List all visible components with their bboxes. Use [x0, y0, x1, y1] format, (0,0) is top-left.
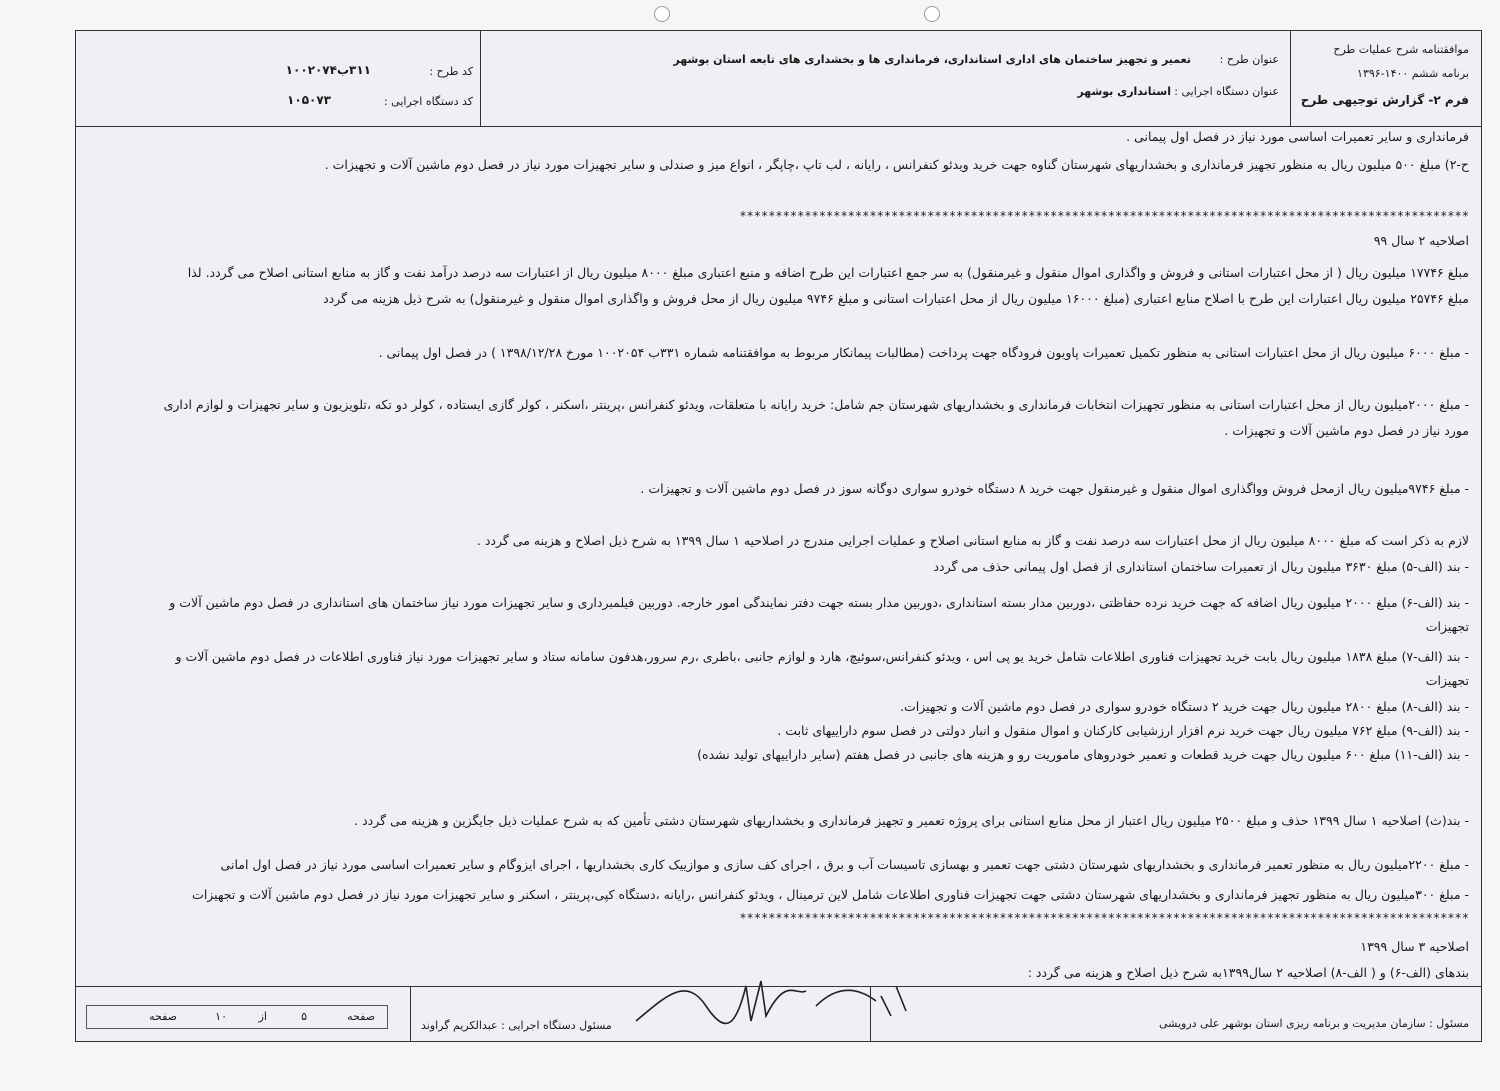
body-line-11: - بند (الف-۵) مبلغ ۳۶۳۰ میلیون ریال از تعمیرات ساختمان استانداری از فصل اول پیمانی حذف می گردد	[933, 559, 1469, 574]
body-line-19: - بند(ث) اصلاحیه ۱ سال ۱۳۹۹ حذف و مبلغ ۲۵۰۰ میلیون ریال اعتبار از محل منابع استانی برای پروژه تعمیر و تجهیز فرمانداری و بخشداریهای شهرستان دشتی تأمین که به شرح عملیات ذیل جایگزین و هزینه می گردد .	[354, 813, 1469, 828]
form-title: فرم ۲- گزارش توجیهی طرح	[1300, 93, 1469, 107]
body-line-4: مبلغ ۱۷۷۴۶ میلیون ریال ( از محل اعتبارات استانی و فروش و واگذاری اموال منقول و غیرمنقول) به سر جمع اعتبارات این طرح اضافه و منبع اعتباری مبلغ ۸۰۰۰ میلیون ریال از اعتبارات سه درصد درآمد نفت و گاز به منابع استانی اصلاح می گردد. لذا	[187, 265, 1469, 280]
form-title-box	[1290, 31, 1481, 126]
agreement-title: موافقتنامه شرح عملیات طرح	[1333, 43, 1469, 56]
form-header	[76, 31, 1481, 127]
body-line-7: - مبلغ ۲۰۰۰میلیون ریال از محل اعتبارات استانی به منظور تجهیزات انتخابات فرمانداری و بخشداریهای شهرستان جم شامل: خرید رایانه با متعلقات، ویدئو کنفرانس ،پرینتر ،اسکنر ، کولر گازی ایستاده ، کولر دو تکه ،تلویزیون و سایر تجهیزات و لوازم اداری	[163, 397, 1469, 412]
body-line-10: لازم به ذکر است که مبلغ ۸۰۰۰ میلیون ریال از محل اعتبارات سه درصد نفت و گاز به منابع استانی اصلاح و عملیات اجرایی مندرج در اصلاحیه ۱ سال ۱۳۹۹ به شرح ذیل اصلاح و هزینه می گردد .	[476, 533, 1469, 548]
page-number: ۵	[301, 1010, 307, 1023]
body-line-1: فرمانداری و سایر تعمیرات اساسی مورد نیاز در فصل اول پیمانی .	[1126, 129, 1469, 144]
separator-stars-2: *****************************************************************************************************	[739, 911, 1469, 925]
agency-code-value: ۱۰۵۰۷۳	[287, 93, 331, 107]
body-line-17: - بند (الف-۹) مبلغ ۷۶۲ میلیون ریال جهت خرید نرم افزار ارزشیابی کارکنان و اموال منقول و انبار دولتی در فصل سوم داراییهای ثابت .	[777, 723, 1469, 738]
body-line-22: اصلاحیه ۳ سال ۱۳۹۹	[1360, 939, 1469, 954]
form-footer	[76, 986, 1481, 1041]
body-line-21: - مبلغ ۳۰۰میلیون ریال به منظور تجهیز فرمانداری و بخشداریهای شهرستان دشتی جهت تجهیزات فناوری اطلاعات شامل لاین ترمینال ، ویدئو کنفرانس ،رایانه ،دستگاه کپی،پرینتر ، اسکنر و سایر تجهیزات مورد نیاز در فصل دوم ماشین آلات و تجهیزات	[192, 887, 1469, 902]
body-line-18: - بند (الف-۱۱) مبلغ ۶۰۰ میلیون ریال جهت خرید قطعات و تعمیر خودروهای ماموریت رو و هزینه های جانبی در فصل هفتم (سایر داراییهای تولید نشده)	[697, 747, 1469, 762]
project-title-label: عنوان طرح :	[1219, 53, 1279, 66]
page-number-frame	[86, 1005, 388, 1029]
punch-hole-left	[654, 6, 670, 22]
body-line-12: - بند (الف-۶) مبلغ ۲۰۰۰ میلیون ریال اضافه که جهت خرید نرده حفاظتی ،دوربین مدار بسته استانداری ،دوربین مدار بسته جهت دفتر نمایندگی امور خارجه. دوربین فیلمبرداری و سایر تجهیزات مورد نیاز ساختمان های استانداری در فصل دوم ماشین آلات و	[169, 595, 1469, 610]
body-line-13: تجهیزات	[1425, 619, 1469, 634]
separator-stars-1: *****************************************************************************************************	[739, 209, 1469, 223]
agency-value: استانداری بوشهر	[1077, 85, 1171, 98]
pages-label: صفحه	[149, 1010, 177, 1023]
responsible-box	[870, 987, 1481, 1041]
project-code-label: کد طرح :	[429, 65, 473, 78]
report-body	[76, 127, 1481, 987]
document-page	[75, 30, 1482, 1042]
codes-box	[76, 31, 481, 126]
body-line-9: - مبلغ ۹۷۴۶میلیون ریال ازمحل فروش وواگذاری اموال منقول و غیرمنقول جهت خرید ۸ دستگاه خودرو سواری دوگانه سوز در فصل دوم ماشین آلات و تجهیزات .	[640, 481, 1469, 496]
agency-label: عنوان دستگاه اجرایی :	[1174, 85, 1279, 98]
page-number-box	[76, 987, 411, 1041]
body-line-20: - مبلغ ۲۲۰۰میلیون ریال به منظور تعمیر فرمانداری و بخشداریهای شهرستان دشتی جهت تعمیر و بهسازی تاسیسات آب و برق ، اجرای کف سازی و موازییک کاری بخشداریها ، اجرای ایزوگام و سایر تعمیرات اساسی مورد نیاز در فصل اول امانی	[220, 857, 1469, 872]
total-pages: ۱۰	[215, 1010, 227, 1023]
body-line-15: تجهیزات	[1425, 673, 1469, 688]
body-line-8: مورد نیاز در فصل دوم ماشین آلات و تجهیزات .	[1224, 423, 1469, 438]
body-line-14: - بند (الف-۷) مبلغ ۱۸۳۸ میلیون ریال بابت خرید تجهیزات فناوری اطلاعات شامل خرید یو پی اس ، ویدئو کنفرانس،سوئیچ، هارد و لوازم جانبی ،باطری ،رم سرور،هدفون سامانه ستاد و سایر تجهیزات مورد نیاز فناوری اطلاعات در فصل دوم ماشین آلات و	[175, 649, 1469, 664]
page-label: صفحه	[347, 1010, 375, 1023]
punch-hole-right	[924, 6, 940, 22]
body-line-5: مبلغ ۲۵۷۴۶ میلیون ریال اعتبارات این طرح با اصلاح منابع اعتباری (مبلغ ۱۶۰۰۰ میلیون ریال از محل اعتبارات استانی و مبلغ ۹۷۴۶ میلیون ریال از محل فروش و واگذاری اموال منقول و غیرمنقول) به شرح ذیل هزینه می گردد	[323, 291, 1469, 306]
project-title-value: تعمیر و تجهیز ساختمان های اداری استانداری، فرمانداری ها و بخشداری های تابعه استان بوشهر	[673, 53, 1191, 66]
body-line-16: - بند (الف-۸) مبلغ ۲۸۰۰ میلیون ریال جهت خرید ۲ دستگاه خودرو سواری در فصل دوم ماشین آلات و تجهیزات.	[900, 699, 1469, 714]
agency-code-label: کد دستگاه اجرایی :	[383, 95, 473, 108]
body-line-2: ح-۲) مبلغ ۵۰۰ میلیون ریال به منظور تجهیز فرمانداری و بخشداریهای شهرستان گناوه جهت خرید ویدئو کنفرانس ، رایانه ، لب تاپ ،چاپگر ، انواع میز و صندلی و سایر تجهیزات مورد نیاز در فصل دوم ماشین آلات و تجهیزات .	[324, 157, 1469, 172]
of-label: از	[258, 1010, 267, 1023]
agency-responsible-box	[410, 987, 871, 1041]
body-line-23: بندهای (الف-۶) و ( الف-۸) اصلاحیه ۲ سال۱۳۹۹به شرح ذیل اصلاح و هزینه می گردد :	[1027, 965, 1469, 980]
program-label: برنامه ششم ۱۴۰۰-۱۳۹۶	[1357, 67, 1469, 80]
responsible-label: مسئول : سازمان مدیریت و برنامه ریزی استان بوشهر علی درویشی	[1159, 1017, 1469, 1030]
project-info-box	[480, 31, 1291, 126]
body-line-3: اصلاحیه ۲ سال ۹۹	[1373, 233, 1469, 248]
body-line-6: - مبلغ ۶۰۰۰ میلیون ریال از محل اعتبارات استانی به منظور تکمیل تعمیرات پاویون فرودگاه جهت پرداخت (مطالبات پیمانکار مربوط به موافقتنامه شماره ۳۳۱ب ۱۰۰۲۰۵۴ مورخ ۱۳۹۸/۱۲/۲۸ ) در فصل اول پیمانی .	[378, 345, 1469, 360]
project-code-value: ۳۱۱ب۱۰۰۲۰۷۴	[285, 63, 371, 77]
agency-responsible-label: مسئول دستگاه اجرایی : عبدالکریم گراوند	[421, 1019, 612, 1032]
